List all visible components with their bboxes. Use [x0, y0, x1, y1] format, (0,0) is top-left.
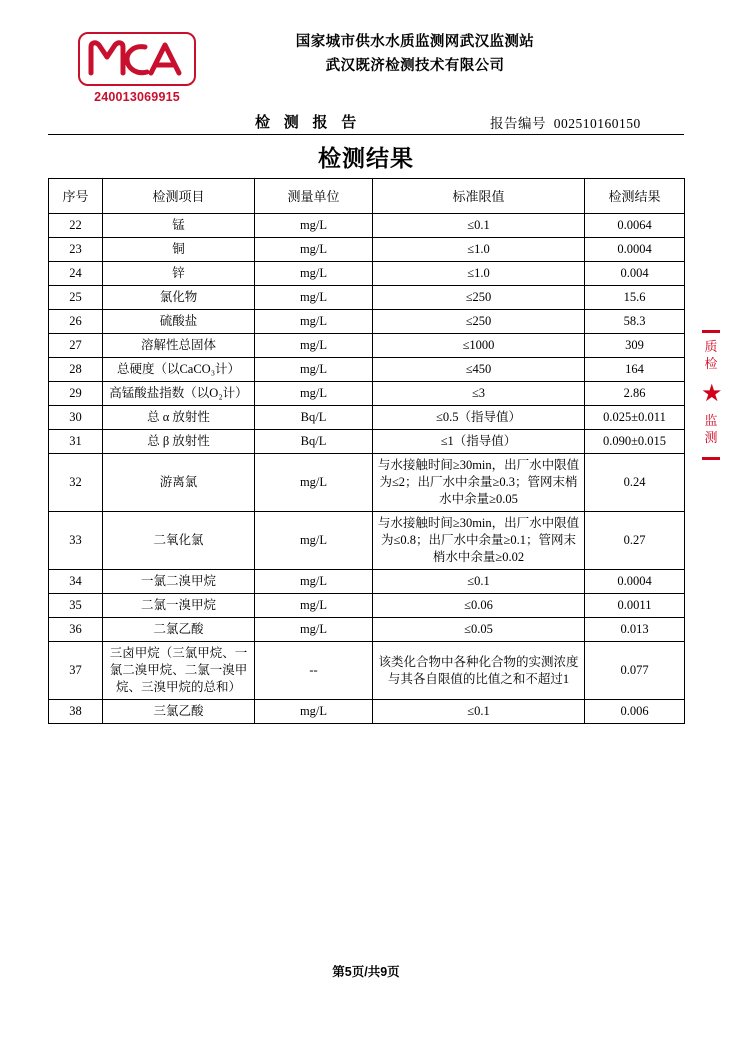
seal-star-icon: ★ [701, 381, 723, 407]
cell-result: 0.0011 [585, 594, 685, 618]
organization-line-2: 武汉既济检测技术有限公司 [325, 58, 505, 74]
cell-result: 58.3 [585, 310, 685, 334]
cell-result: 2.86 [585, 382, 685, 406]
cell-item: 二氧化氯 [103, 512, 255, 570]
cell-result: 0.0064 [585, 214, 685, 238]
cell-item: 氯化物 [103, 286, 255, 310]
cell-item: 溶解性总固体 [103, 334, 255, 358]
cell-item: 游离氯 [103, 454, 255, 512]
cell-item: 总 α 放射性 [103, 406, 255, 430]
cell-limit: ≤3 [373, 382, 585, 406]
cell-unit: mg/L [255, 262, 373, 286]
cell-no: 27 [49, 334, 103, 358]
cell-item: 三氯乙酸 [103, 700, 255, 724]
cell-no: 37 [49, 642, 103, 700]
cell-no: 30 [49, 406, 103, 430]
column-header-unit: 测量单位 [255, 179, 373, 214]
cell-result: 0.27 [585, 512, 685, 570]
table-row [49, 594, 685, 618]
table-row [49, 430, 685, 454]
cell-item: 二氯一溴甲烷 [103, 594, 255, 618]
cell-result: 0.090±0.015 [585, 430, 685, 454]
cell-no: 24 [49, 262, 103, 286]
seal-text-top: 质检 [704, 339, 718, 371]
cell-no: 28 [49, 358, 103, 382]
cell-result: 309 [585, 334, 685, 358]
report-number-value: 002510160150 [553, 116, 641, 131]
cell-unit: mg/L [255, 286, 373, 310]
cell-unit: mg/L [255, 214, 373, 238]
cell-limit: ≤1.0 [373, 262, 585, 286]
cell-result: 0.0004 [585, 238, 685, 262]
table-row [49, 286, 685, 310]
cell-unit: mg/L [255, 618, 373, 642]
cell-limit: ≤0.5（指导值） [373, 406, 585, 430]
cell-limit: 与水接触时间≥30min，出厂水中限值为≤0.8；出厂水中余量≥0.1；管网末梢水中余量≥0.02 [373, 512, 585, 570]
column-header-item: 检测项目 [103, 179, 255, 214]
cell-no: 35 [49, 594, 103, 618]
cell-item: 一氯二溴甲烷 [103, 570, 255, 594]
header-divider [48, 134, 684, 135]
cell-item: 锌 [103, 262, 255, 286]
cell-unit: Bq/L [255, 406, 373, 430]
table-row [49, 214, 685, 238]
cell-item: 高锰酸盐指数（以O₂计） [103, 382, 255, 406]
document-header [0, 28, 732, 112]
cell-item: 总 β 放射性 [103, 430, 255, 454]
cell-unit: mg/L [255, 700, 373, 724]
cell-limit: ≤450 [373, 358, 585, 382]
seal-bar-top [702, 330, 720, 333]
cell-limit: ≤0.1 [373, 570, 585, 594]
official-seal [700, 330, 730, 460]
table-row [49, 238, 685, 262]
table-row [49, 310, 685, 334]
cell-limit: ≤0.1 [373, 214, 585, 238]
cell-no: 31 [49, 430, 103, 454]
cell-unit: -- [255, 642, 373, 700]
cell-no: 32 [49, 454, 103, 512]
organization-names [205, 30, 625, 78]
cell-result: 0.004 [585, 262, 685, 286]
report-title: 检 测 报 告 [255, 115, 362, 131]
cell-no: 25 [49, 286, 103, 310]
cell-no: 26 [49, 310, 103, 334]
cell-no: 22 [49, 214, 103, 238]
column-header-no: 序号 [49, 179, 103, 214]
table-row [49, 406, 685, 430]
seal-bar-bottom [702, 457, 720, 460]
cell-item: 硫酸盐 [103, 310, 255, 334]
cell-result: 15.6 [585, 286, 685, 310]
cell-result: 0.025±0.011 [585, 406, 685, 430]
cell-unit: mg/L [255, 382, 373, 406]
cell-limit: ≤250 [373, 286, 585, 310]
cell-result: 164 [585, 358, 685, 382]
cell-limit: ≤0.1 [373, 700, 585, 724]
table-row [49, 262, 685, 286]
cell-item: 二氯乙酸 [103, 618, 255, 642]
cell-item: 锰 [103, 214, 255, 238]
cell-unit: mg/L [255, 238, 373, 262]
cell-limit: ≤0.05 [373, 618, 585, 642]
cell-unit: mg/L [255, 512, 373, 570]
cell-unit: mg/L [255, 594, 373, 618]
report-number [490, 112, 641, 132]
table-row [49, 642, 685, 700]
cell-no: 38 [49, 700, 103, 724]
table-row [49, 454, 685, 512]
seal-text-bottom: 监测 [704, 413, 718, 445]
cell-result: 0.24 [585, 454, 685, 512]
section-title: 检测结果 [318, 146, 414, 171]
table-row [49, 618, 685, 642]
column-header-result: 检测结果 [585, 179, 685, 214]
cell-no: 34 [49, 570, 103, 594]
cell-result: 0.0004 [585, 570, 685, 594]
cell-result: 0.013 [585, 618, 685, 642]
cell-result: 0.006 [585, 700, 685, 724]
cell-unit: mg/L [255, 358, 373, 382]
table-row [49, 570, 685, 594]
results-table [48, 178, 685, 724]
cell-limit: ≤1.0 [373, 238, 585, 262]
cell-unit: Bq/L [255, 430, 373, 454]
cell-limit: ≤0.06 [373, 594, 585, 618]
table-row [49, 700, 685, 724]
table-row [49, 334, 685, 358]
page-footer: 第5页/共9页 [332, 965, 400, 979]
cell-limit: ≤250 [373, 310, 585, 334]
cell-no: 29 [49, 382, 103, 406]
table-row [49, 512, 685, 570]
cell-limit: 与水接触时间≥30min，出厂水中限值为≤2；出厂水中余量≥0.3；管网末梢水中余量≥0.05 [373, 454, 585, 512]
table-row [49, 358, 685, 382]
cell-unit: mg/L [255, 454, 373, 512]
cell-no: 36 [49, 618, 103, 642]
cell-unit: mg/L [255, 570, 373, 594]
cell-item: 铜 [103, 238, 255, 262]
cma-logo-icon [78, 32, 196, 86]
organization-line-1: 国家城市供水水质监测网武汉监测站 [295, 34, 535, 50]
column-header-limit: 标准限值 [373, 179, 585, 214]
cell-limit: ≤1000 [373, 334, 585, 358]
results-table-body [49, 214, 685, 724]
cell-limit: ≤1（指导值） [373, 430, 585, 454]
cma-certificate-number: 240013069915 [94, 90, 180, 104]
cell-result: 0.077 [585, 642, 685, 700]
results-table-wrapper [48, 178, 684, 724]
cell-unit: mg/L [255, 334, 373, 358]
cell-no: 33 [49, 512, 103, 570]
table-row [49, 382, 685, 406]
cell-limit: 该类化合物中各种化合物的实测浓度与其各自限值的比值之和不超过1 [373, 642, 585, 700]
table-header-row [49, 179, 685, 214]
cell-item: 三卤甲烷（三氯甲烷、一氯二溴甲烷、二氯一溴甲烷、三溴甲烷的总和） [103, 642, 255, 700]
cell-no: 23 [49, 238, 103, 262]
report-number-label: 报告编号 [490, 116, 546, 131]
cell-item: 总硬度（以CaCO₃计） [103, 358, 255, 382]
cell-unit: mg/L [255, 310, 373, 334]
